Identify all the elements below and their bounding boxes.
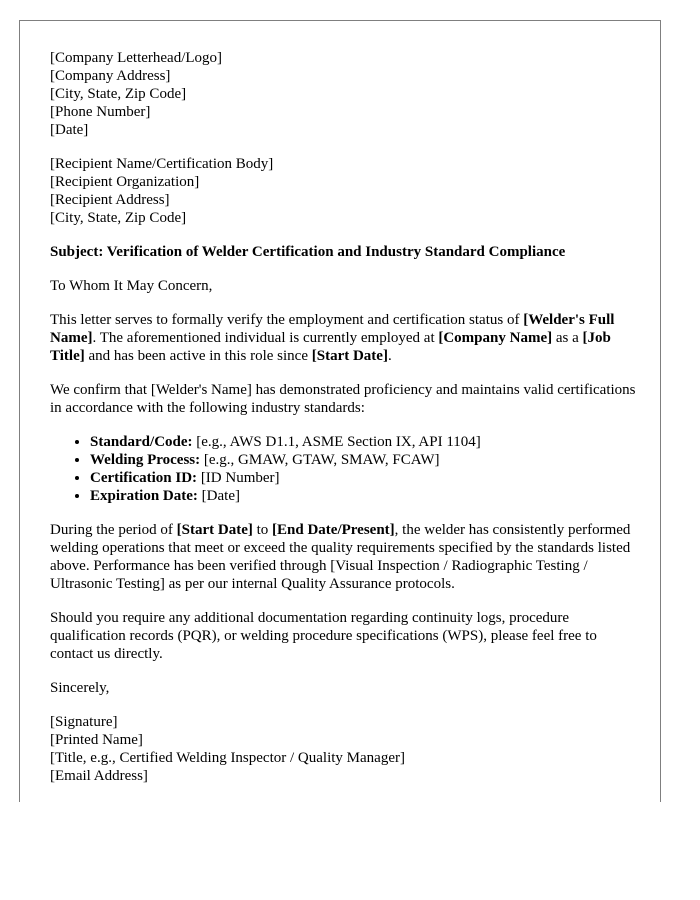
letter-page bbox=[19, 20, 661, 802]
signer-title: [Title, e.g., Certified Welding Inspector / Quality Manager] bbox=[50, 750, 405, 766]
expiration-date-label: Expiration Date: bbox=[90, 488, 198, 504]
para1-text-4: and has been active in this role since bbox=[84, 348, 312, 364]
company-letterhead: [Company Letterhead/Logo] bbox=[50, 50, 223, 66]
certification-id-label: Certification ID: bbox=[90, 470, 198, 486]
company-name: [Company Name] bbox=[438, 330, 553, 346]
subject-line bbox=[50, 243, 642, 261]
company-city-state-zip: [City, State, Zip Code] bbox=[50, 86, 187, 102]
recipient-city-state-zip: [City, State, Zip Code] bbox=[50, 210, 187, 226]
signer-email: [Email Address] bbox=[50, 768, 148, 784]
performance-paragraph bbox=[50, 521, 642, 593]
welding-process-value: [e.g., GMAW, GTAW, SMAW, FCAW] bbox=[200, 452, 440, 468]
recipient-address: [Recipient Address] bbox=[50, 192, 170, 208]
closing: Sincerely, bbox=[50, 680, 110, 696]
para3-text-3: , the welder has consistently performed welding operations that meet or exceed the quality requirements specified by the standards listed above. Performance has been verified through [Visual Inspection / Radiographic Testing / Ultrasonic Testing] as per our internal Quality Assurance protocols. bbox=[50, 522, 631, 592]
company-phone: [Phone Number] bbox=[50, 104, 151, 120]
recipient-organization: [Recipient Organization] bbox=[50, 174, 200, 190]
subject-text: Subject: Verification of Welder Certification and Industry Standard Compliance bbox=[50, 244, 566, 260]
recipient-name: [Recipient Name/Certification Body] bbox=[50, 156, 274, 172]
printed-name: [Printed Name] bbox=[50, 732, 143, 748]
para1-text-5: . bbox=[387, 348, 392, 364]
start-date: [Start Date] bbox=[311, 348, 388, 364]
recipient-block bbox=[50, 155, 642, 227]
expiration-date-value: [Date] bbox=[197, 488, 240, 504]
para1-text-2: . The aforementioned individual is currently employed at bbox=[92, 330, 439, 346]
list-item bbox=[90, 433, 642, 451]
documentation-paragraph: Should you require any additional documentation regarding continuity logs, procedure qualification records (PQR), or welding procedure specifications (WPS), please feel free to contact us directly. bbox=[50, 610, 597, 662]
standard-code-value: [e.g., AWS D1.1, ASME Section IX, API 1104] bbox=[192, 434, 481, 450]
company-address: [Company Address] bbox=[50, 68, 171, 84]
employment-paragraph bbox=[50, 311, 642, 365]
para3-text-2: to bbox=[252, 522, 273, 538]
salutation: To Whom It May Concern, bbox=[50, 278, 213, 294]
para1-text-1: This letter serves to formally verify the employment and certification status of bbox=[50, 312, 524, 328]
welding-process-label: Welding Process: bbox=[90, 452, 201, 468]
standards-list bbox=[50, 433, 642, 505]
sender-block bbox=[50, 49, 642, 139]
list-item bbox=[90, 469, 642, 487]
signature-line: [Signature] bbox=[50, 714, 118, 730]
proficiency-paragraph: We confirm that [Welder's Name] has demonstrated proficiency and maintains valid certifications in accordance with the following industry standards: bbox=[50, 382, 636, 416]
letter-date: [Date] bbox=[50, 122, 89, 138]
list-item bbox=[90, 451, 642, 469]
signature-block bbox=[50, 713, 642, 785]
standard-code-label: Standard/Code: bbox=[90, 434, 193, 450]
para3-text-1: During the period of bbox=[50, 522, 177, 538]
job-title: [Job Title] bbox=[50, 330, 611, 364]
period-start-date: [Start Date] bbox=[176, 522, 253, 538]
period-end-date: [End Date/Present] bbox=[272, 522, 395, 538]
certification-id-value: [ID Number] bbox=[197, 470, 280, 486]
para1-text-3: as a bbox=[552, 330, 583, 346]
list-item bbox=[90, 487, 642, 505]
welder-full-name: [Welder's Full Name] bbox=[50, 312, 615, 346]
letter-body bbox=[50, 49, 642, 785]
